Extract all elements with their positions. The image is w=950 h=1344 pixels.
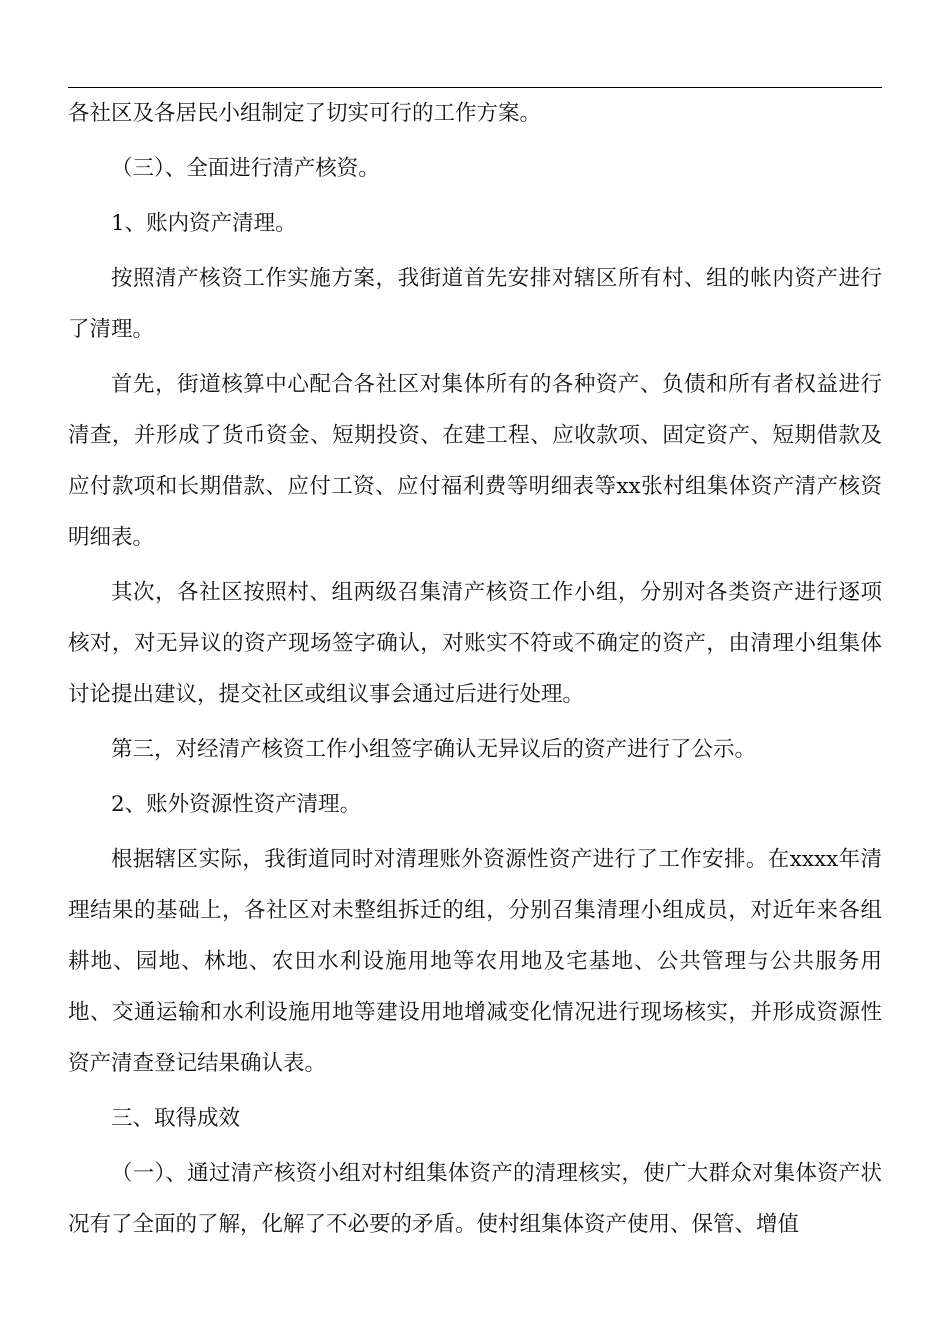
paragraph: 首先，街道核算中心配合各社区对集体所有的各种资产、负债和所有者权益进行清查，并形成了货币资金、短期投资、在建工程、应收款项、固定资产、短期借款及应付款项和长期借款、应付工资、应付福利费等明细表等xx张村组集体资产清产核资明细表。 <box>68 372 882 550</box>
paragraph: 第三，对经清产核资工作小组签字确认无异议后的资产进行了公示。 <box>111 737 757 762</box>
section-heading: 三、取得成效 <box>111 1106 241 1131</box>
paragraph: 根据辖区实际，我街道同时对清理账外资源性资产进行了工作安排。在xxxx年清理结果的基础上，各社区对未整组拆迁的组，分别召集清理小组成员，对近年来各组耕地、园地、林地、农田水利设施用地等农用地及宅基地、公共管理与公共服务用地、交通运输和水利设施用地等建设用地增减变化情况进行现场核实，并形成资源性资产清查登记结果确认表。 <box>68 847 882 1076</box>
paragraph: 按照清产核资工作实施方案，我街道首先安排对辖区所有村、组的帐内资产进行了清理。 <box>68 266 882 342</box>
subsection-heading: 2、账外资源性资产清理。 <box>111 792 362 817</box>
section-heading: （三）、全面进行清产核资。 <box>111 156 380 181</box>
paragraph: 各社区及各居民小组制定了切实可行的工作方案。 <box>68 101 542 126</box>
subsection-heading: 1、账内资产清理。 <box>111 211 297 236</box>
paragraph: （一）、通过清产核资小组对村组集体资产的清理核实，使广大群众对集体资产状况有了全面的了解，化解了不必要的矛盾。使村组集体资产使用、保管、增值 <box>68 1161 882 1237</box>
document-body <box>68 88 882 1254</box>
paragraph: 其次，各社区按照村、组两级召集清产核资工作小组，分别对各类资产进行逐项核对，对无异议的资产现场签字确认，对账实不符或不确定的资产，由清理小组集体讨论提出建议，提交社区或组议事会通过后进行处理。 <box>68 580 882 707</box>
